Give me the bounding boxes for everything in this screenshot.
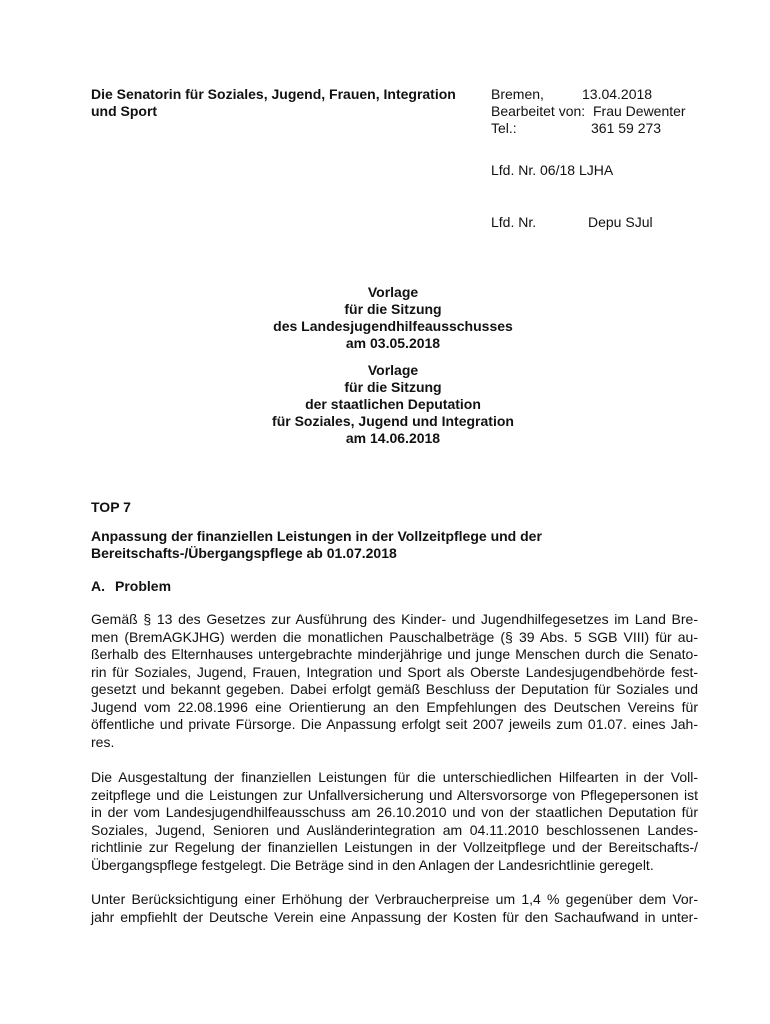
paragraph-line: gesetzt und bekannt gegeben. Dabei erfolgt gemäß Beschluss der Deputation für Soziales und (91, 681, 698, 697)
submission-line: für die Sitzung (344, 301, 442, 317)
section-title: Problem (115, 578, 172, 594)
subject-line: Bereitschafts-/Übergangspflege ab 01.07.2018 (91, 545, 397, 561)
submission-line: des Landesjugendhilfeausschusses (273, 318, 513, 334)
paragraph-line: richtlinie zur Regelung der finanziellen Leistungen in der Vollzeitpflege und der Bereitschafts-/ (91, 839, 698, 855)
authority-line: Die Senatorin für Soziales, Jugend, Frauen, Integration (91, 86, 456, 102)
phone-number: 361 59 273 (591, 120, 662, 136)
editor-row (491, 103, 751, 120)
authority-line: und Sport (91, 103, 158, 119)
section-letter: A. (91, 578, 105, 594)
date-row (491, 86, 751, 103)
paragraph-line: in der vom Landesjugendhilfeausschuss am 26.10.2010 und von der staatlichen Deputation für (91, 804, 698, 820)
editor-label: Bearbeitet von: (491, 103, 586, 119)
body-paragraph (91, 891, 698, 926)
paragraph-line: jahr empfiehlt der Deutsche Verein eine Anpassung der Kosten für den Sachaufwand in unter- (91, 908, 698, 925)
phone-row (491, 120, 751, 137)
submission-line: der staatlichen Deputation (305, 396, 481, 412)
paragraph-line: Übergangspflege festgelegt. Die Beträge sind in den Anlagen der Landesrichtlinie geregelt. (91, 856, 654, 873)
paragraph-line: Jugend vom 22.08.1996 eine Orientierung an den Empfehlungen des Deutschen Vereins für (91, 698, 698, 715)
paragraph-line: rin für Soziales, Jugend, Frauen, Integration und Sport als Oberste Landesjugendbehörde fest- (91, 663, 698, 680)
letter-date: 13.04.2018 (582, 86, 653, 102)
paragraph-line: Die Ausgestaltung der finanziellen Leistungen für die unterschiedlichen Hilfearten in der Voll- (91, 769, 698, 785)
paragraph-line: Unter Berücksichtigung einer Erhöhung der Verbraucherpreise um 1,4 % gegenüber dem Vor- (91, 891, 698, 907)
body-paragraph (91, 769, 698, 874)
editor-name: Frau Dewenter (593, 103, 686, 119)
reference-number-depu (491, 214, 653, 231)
body-paragraph (91, 611, 698, 751)
authority-name (91, 86, 481, 120)
submission-line: Vorlage (367, 362, 419, 378)
subject-heading (91, 528, 691, 562)
reference-number-ljha: Lfd. Nr. 06/18 LJHA (491, 162, 614, 178)
phone-label: Tel.: (491, 120, 517, 136)
subject-line: Anpassung der finanziellen Leistungen in der Vollzeitpflege und der (91, 528, 542, 544)
paragraph-line: öffentliche und private Fürsorge. Die Anpassung erfolgt seit 2007 jeweils zum 01.07. eines Jah- (91, 716, 698, 732)
submission-deputation (150, 362, 636, 447)
paragraph-line: zeitpflege und die Leistungen zur Unfallversicherung und Altersvorsorge von Pflegepersonen ist (91, 786, 698, 803)
submission-line: am 14.06.2018 (345, 430, 441, 446)
submission-line: am 03.05.2018 (345, 335, 441, 351)
agenda-item: TOP 7 (91, 499, 131, 515)
paragraph-line: men (BremAGKJHG) werden die monatlichen Pauschalbeträge (§ 39 Abs. 5 SGB VIII) für au- (91, 628, 698, 645)
paragraph-line: ßerhalb des Elternhauses untergebrachte minderjährige und junge Menschen durch die Senato- (91, 646, 698, 662)
submission-line: für Soziales, Jugend und Integration (272, 413, 514, 429)
paragraph-line: res. (91, 733, 115, 750)
city-label: Bremen, (491, 86, 544, 102)
submission-line: Vorlage (367, 284, 419, 300)
section-heading (91, 578, 171, 594)
reference-label: Lfd. Nr. (491, 214, 537, 230)
paragraph-line: Soziales, Jugend, Senioren und Ausländerintegration am 04.11.2010 beschlossenen Landes- (91, 821, 698, 838)
submission-ljha (150, 284, 636, 352)
letter-meta (491, 86, 751, 137)
submission-line: für die Sitzung (344, 379, 442, 395)
reference-value: Depu SJul (588, 214, 653, 230)
paragraph-line: Gemäß § 13 des Gesetzes zur Ausführung des Kinder- und Jugendhilfegesetzes im Land Bre- (91, 611, 698, 627)
